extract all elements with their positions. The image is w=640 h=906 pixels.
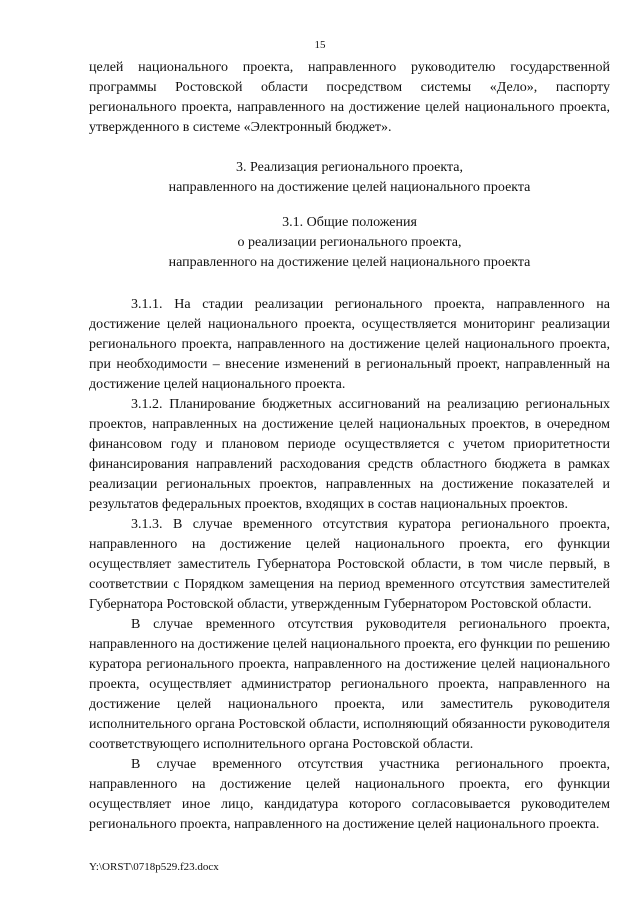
paragraph-3-1-2: 3.1.2. Планирование бюджетных ассигнований на реализацию региональных проектов, направленных на достижение целей национальных проектов, в очередном финансовом году и плановом периоде осуществляется с учетом приоритетности финансирования направлений расходования средств областного бюджета в рамках реализации региональных проектов, направленных на достижение показателей и результатов федеральных проектов, входящих в состав национальных проектов. (89, 397, 610, 512)
paragraph-participant-absence: В случае временного отсутствия участника регионального проекта, направленного на достижение целей национального проекта, его функции осуществляет иное лицо, кандидатура которого согласовывается руководителем регионального проекта, направленного на достижение целей национального проекта. (89, 757, 610, 832)
document-body (89, 58, 610, 835)
section-heading-line-1: 3. Реализация регионального проекта, (235, 160, 463, 175)
subsection-heading-line-1: 3.1. Общие положения (282, 215, 417, 230)
page-number: 15 (314, 39, 326, 51)
file-path-footer: Y:\ORST\0718p529.f23.docx (89, 861, 219, 873)
paragraph-3-1-3: 3.1.3. В случае временного отсутствия куратора регионального проекта, направленного на достижение целей национального проекта, его функции осуществляет заместитель Губернатора Ростовской области, в том числе первый, в соответствии с Порядком замещения на период временного отсутствия заместителей Губернатора Ростовской области, утвержденным Губернатором Ростовской области. (89, 517, 610, 612)
subsection-heading-line-3: направленного на достижение целей национального проекта (168, 255, 531, 270)
subsection-heading-line-2: о реализации регионального проекта, (237, 235, 462, 250)
paragraph-3-1-1: 3.1.1. На стадии реализации регионального проекта, направленного на достижение целей национального проекта, осуществляется мониторинг реализации регионального проекта, направленного на достижение целей национального проекта, при необходимости – внесение изменений в региональный проект, направленный на достижение целей национального проекта. (89, 297, 610, 392)
continuation-paragraph: целей национального проекта, направленного руководителю государственной программы Ростовской области посредством системы «Дело», паспорту регионального проекта, направленного на достижение целей национального проекта, утвержденного в системе «Электронный бюджет». (89, 60, 610, 135)
section-heading-line-2: направленного на достижение целей национального проекта (168, 180, 531, 195)
paragraph-project-leader-absence: В случае временного отсутствия руководителя регионального проекта, направленного на достижение целей национального проекта, его функции по решению куратора регионального проекта, направленного на достижение целей национального проекта, осуществляет администратор регионального проекта, направленного на достижение целей национального проекта, или заместитель руководителя исполнительного органа Ростовской области, исполняющий обязанности руководителя соответствующего исполнительного органа Ростовской области. (89, 617, 610, 752)
